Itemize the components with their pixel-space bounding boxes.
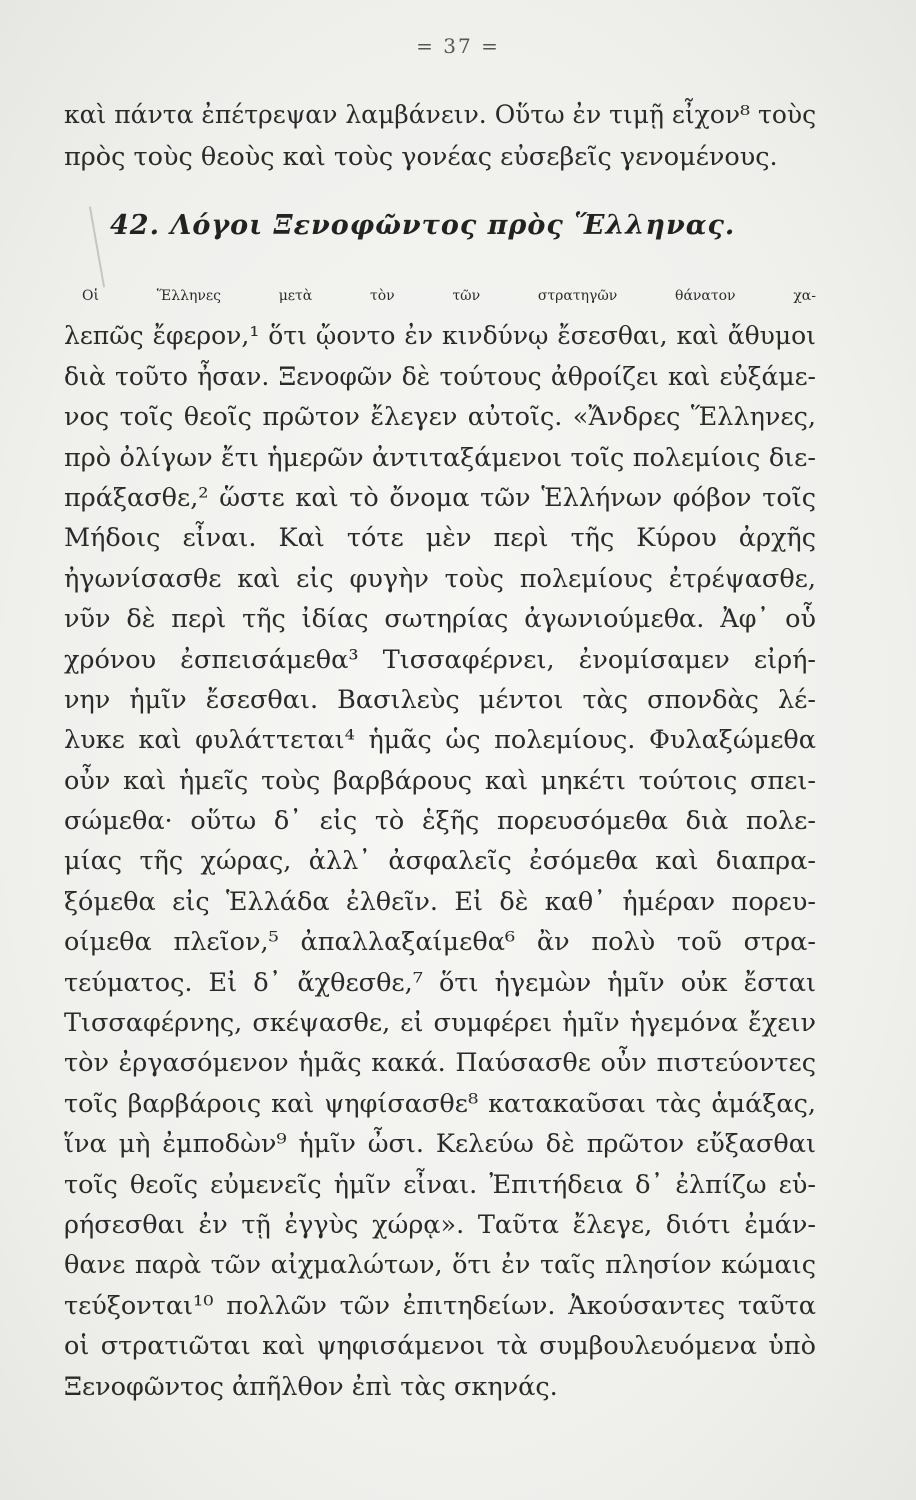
- text-line: πρὸ ὀλίγων ἔτι ἡμερῶν ἀντιταξάμενοι τοῖς πολεμίοις διε-: [64, 442, 816, 473]
- text-line: χρόνου ἐσπεισάμεθα³ Τισσαφέρνει, ἐνομίσαμεν εἰρή-: [64, 644, 816, 675]
- section-heading: 42. Λόγοι Ξενοφῶντος πρὸς Ἕλληνας.: [110, 210, 736, 241]
- text-line: οἱ στρατιῶται καὶ ψηφισάμενοι τὰ συμβουλευόμενα ὑπὸ: [64, 1331, 816, 1362]
- text-line: ρήσεσθαι ἐν τῇ ἐγγὺς χώρᾳ». Ταῦτα ἔλεγε, διότι ἐμάν-: [64, 1209, 816, 1240]
- text-line: Τισσαφέρνης, σκέψασθε, εἰ συμφέρει ἡμῖν ἡγεμόνα ἔχειν: [64, 1008, 816, 1039]
- text-line: ἠγωνίσασθε καὶ εἰς φυγὴν τοὺς πολεμίους ἐτρέψασθε,: [64, 563, 816, 594]
- intro-paragraph: [64, 94, 816, 178]
- text-line: νος τοῖς θεοῖς πρῶτον ἔλεγεν αὐτοῖς. «Ἄνδρες Ἕλληνες,: [64, 402, 816, 433]
- text-line: ξόμεθα εἰς Ἑλλάδα ἐλθεῖν. Εἰ δὲ καθ᾿ ἡμέραν πορευ-: [64, 886, 816, 917]
- text-line: καὶ πάντα ἐπέτρεψαν λαμβάνειν. Οὕτω ἐν τιμῇ εἶχον⁸ τοὺς: [64, 100, 817, 129]
- text-line: σώμεθα· οὕτω δ᾿ εἰς τὸ ἑξῆς πορευσόμεθα διὰ πολε-: [64, 806, 816, 837]
- text-line: Οἱ Ἕλληνες μετὰ τὸν τῶν στρατηγῶν θάνατον χα-: [82, 288, 816, 304]
- text-line: λεπῶς ἔφερον,¹ ὅτι ᾤοντο ἐν κινδύνῳ ἔσεσθαι, καὶ ἄθυμοι: [64, 321, 816, 351]
- text-line: τεύξονται¹⁰ πολλῶν τῶν ἐπιτηδείων. Ἀκούσαντες ταῦτα: [64, 1290, 816, 1321]
- text-line: Ξενοφῶντος ἀπῆλθον ἐπὶ τὰς σκηνάς.: [64, 1371, 558, 1402]
- section-body: [64, 276, 816, 1407]
- text-line: πρὸς τοὺς θεοὺς καὶ τοὺς γονέας εὐσεβεῖς γενομένους.: [64, 142, 778, 172]
- text-line: πράξασθε,² ὥστε καὶ τὸ ὄνομα τῶν Ἑλλήνων φόβον τοῖς: [64, 482, 816, 513]
- text-line: τοῖς θεοῖς εὐμενεῖς ἡμῖν εἶναι. Ἐπιτήδεια δ᾿ ἐλπίζω εὑ-: [64, 1169, 816, 1200]
- text-line: οὖν καὶ ἡμεῖς τοὺς βαρβάρους καὶ μηκέτι τούτοις σπει-: [64, 765, 816, 796]
- page-number: = 37 =: [416, 34, 500, 58]
- text-line: θανε παρὰ τῶν αἰχμαλώτων, ὅτι ἐν ταῖς πλησίον κώμαις: [64, 1250, 816, 1281]
- text-line: νην ἡμῖν ἔσεσθαι. Βασιλεὺς μέντοι τὰς σπονδὰς λέ-: [64, 684, 816, 715]
- text-line: διὰ τοῦτο ἦσαν. Ξενοφῶν δὲ τούτους ἀθροίζει καὶ εὐξάμε-: [64, 361, 816, 391]
- text-line: τεύματος. Εἰ δ᾿ ἄχθεσθε,⁷ ὅτι ἡγεμὼν ἡμῖν οὐκ ἔσται: [64, 967, 816, 998]
- text-line: Μήδοις εἶναι. Καὶ τότε μὲν περὶ τῆς Κύρου ἀρχῆς: [64, 523, 816, 554]
- text-line: νῦν δὲ περὶ τῆς ἰδίας σωτηρίας ἀγωνιούμεθα. Ἀφ᾿ οὗ: [64, 604, 816, 635]
- text-line: λυκε καὶ φυλάττεται⁴ ἡμᾶς ὡς πολεμίους. Φυλαξώμεθα: [64, 725, 816, 756]
- text-line: τοῖς βαρβάροις καὶ ψηφίσασθε⁸ κατακαῦσαι τὰς ἁμάξας,: [64, 1088, 816, 1119]
- text-line: οίμεθα πλεῖον,⁵ ἀπαλλαξαίμεθα⁶ ἂν πολὺ τοῦ στρα-: [64, 927, 816, 958]
- text-line: ἵνα μὴ ἐμποδὼν⁹ ἡμῖν ὦσι. Κελεύω δὲ πρῶτον εὔξασθαι: [64, 1129, 816, 1160]
- text-line: τὸν ἐργασόμενον ἡμᾶς κακά. Παύσασθε οὖν πιστεύοντες: [64, 1048, 816, 1079]
- text-line: μίας τῆς χώρας, ἀλλ᾿ ἀσφαλεῖς ἐσόμεθα καὶ διαπρα-: [64, 846, 816, 877]
